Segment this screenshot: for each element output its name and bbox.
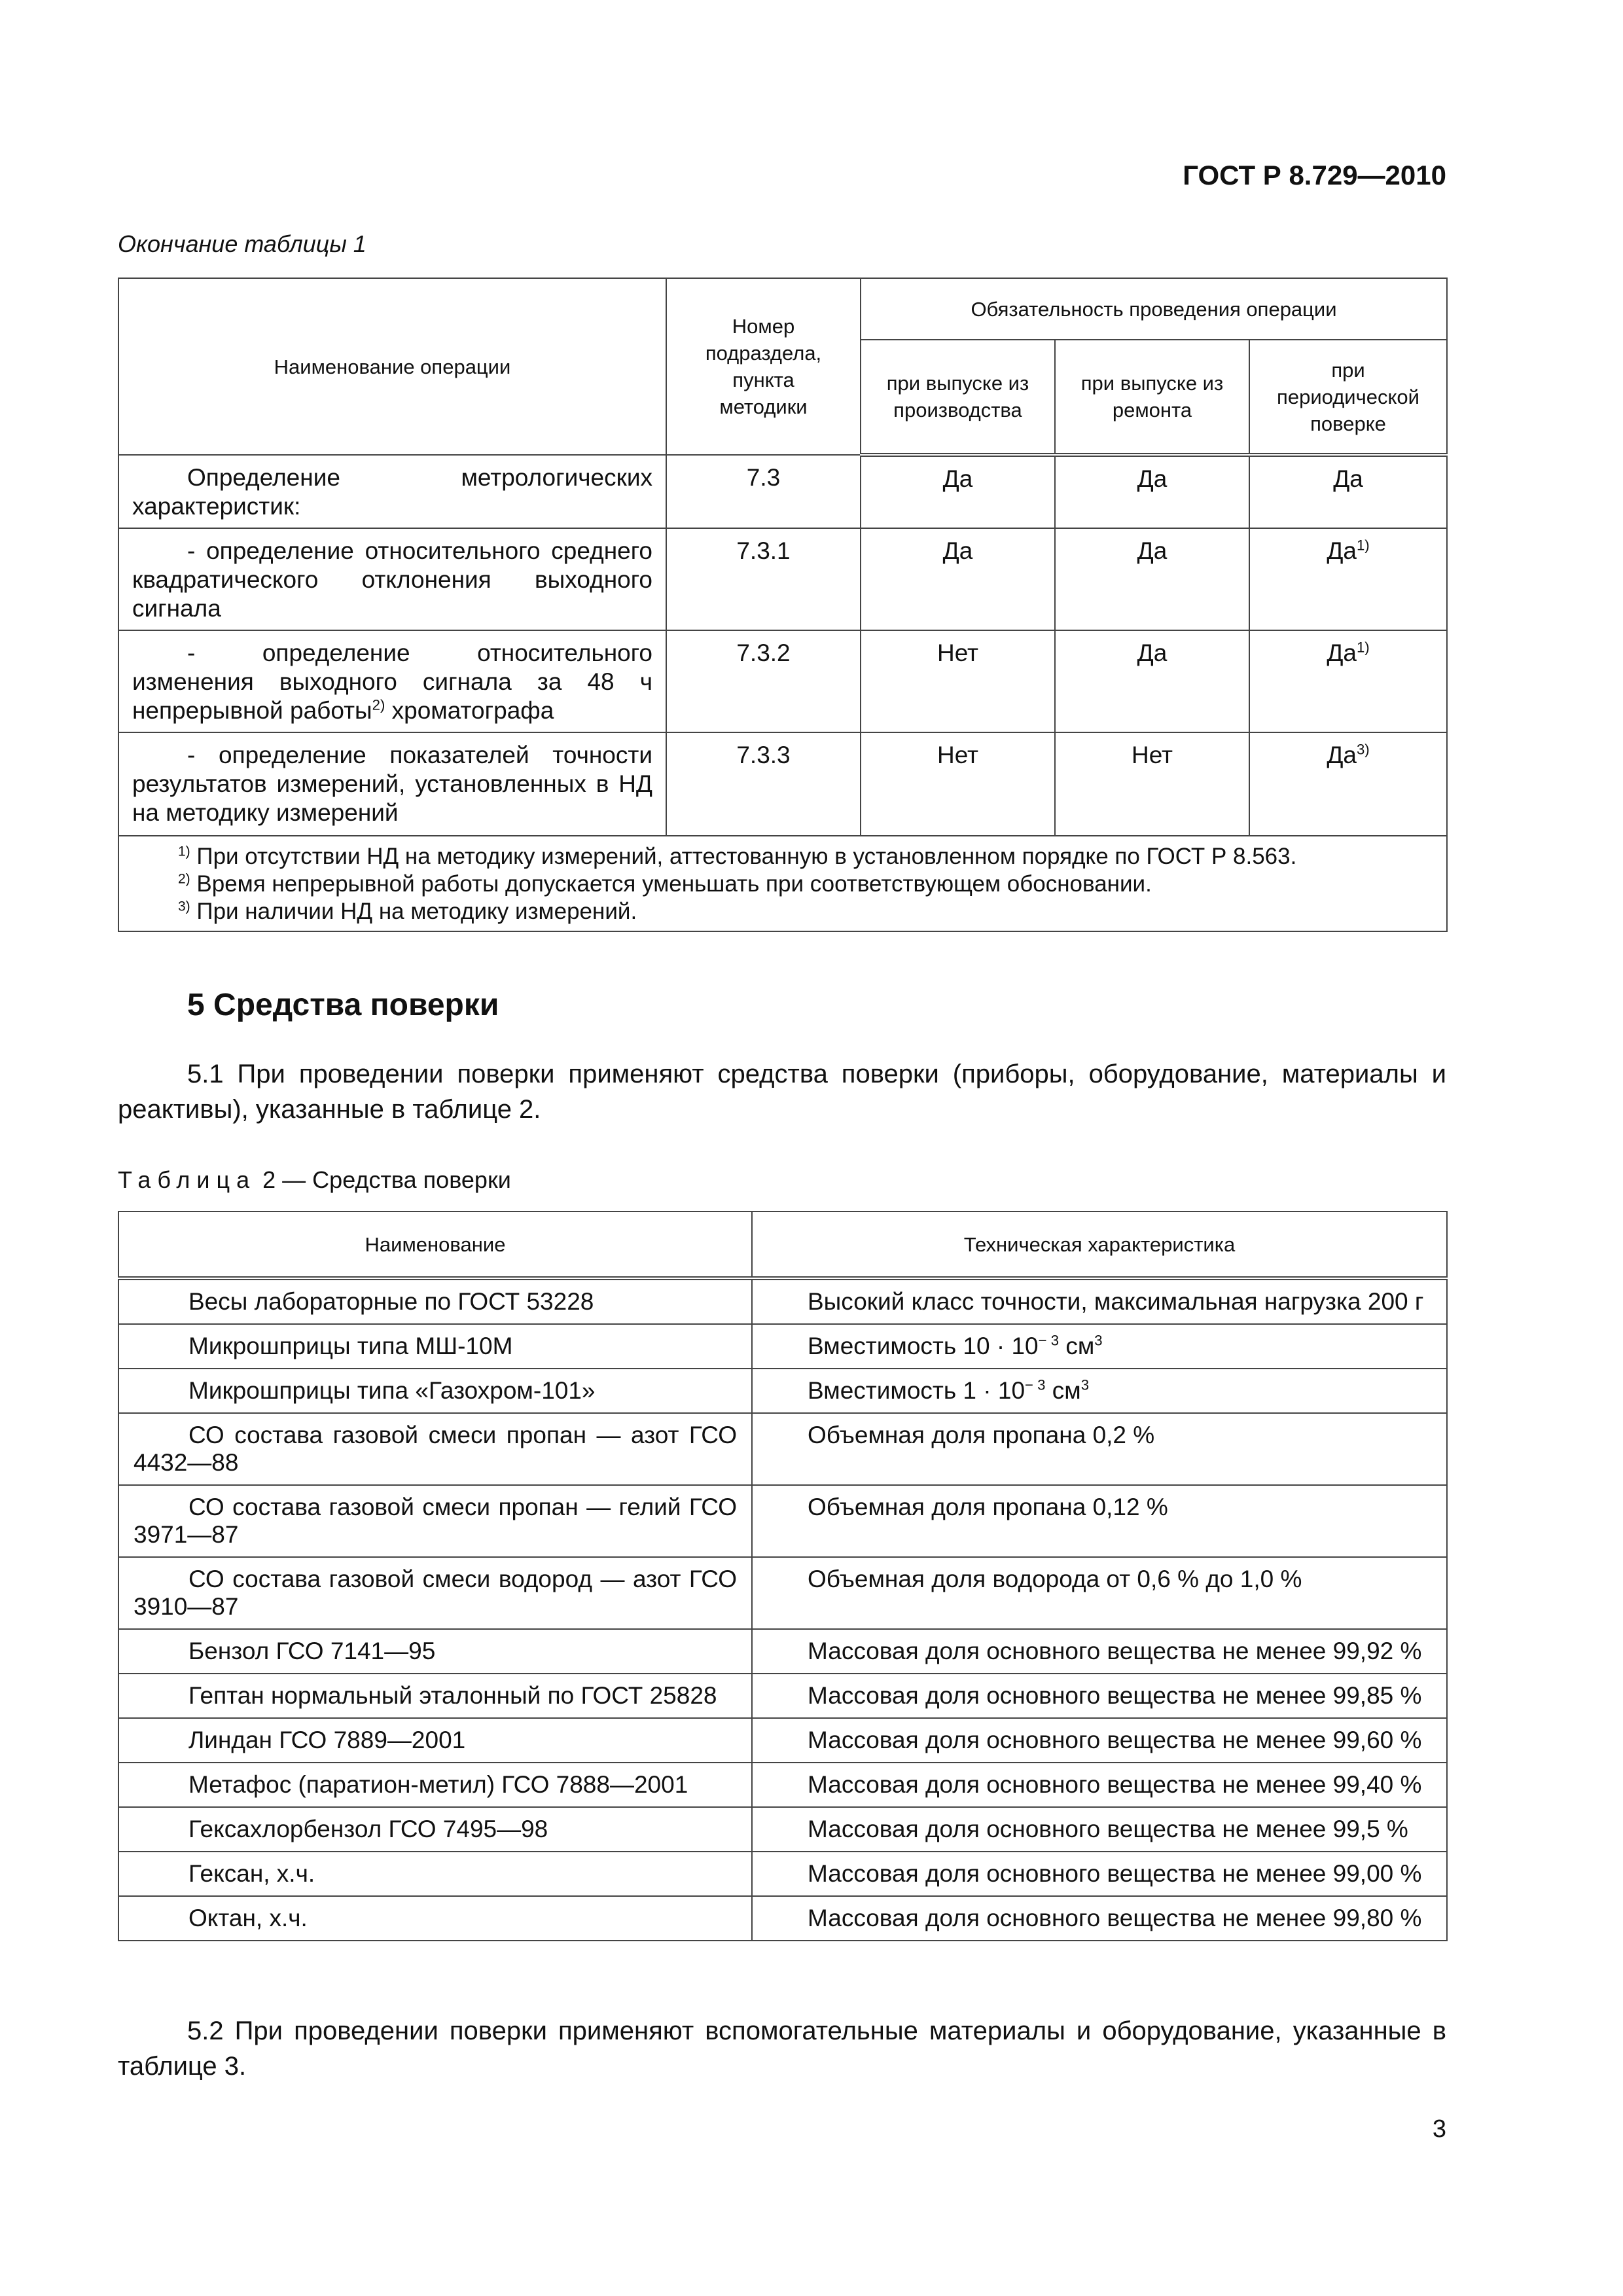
table-row	[118, 528, 1447, 630]
tool-name-cell: Гептан нормальный эталонный по ГОСТ 25828	[118, 1674, 752, 1718]
tool-name-cell: СО состава газовой смеси водород — азот ГСО 3910—87	[118, 1557, 752, 1629]
tool-name-cell: Линдан ГСО 7889—2001	[118, 1718, 752, 1763]
repair-cell: Нет	[1055, 732, 1249, 836]
header-obligation: Обязательность проведения операции	[861, 278, 1447, 340]
tool-name-cell: Микрошприцы типа «Газохром-101»	[118, 1369, 752, 1413]
periodic-cell: $Да^{3)}$	[1249, 732, 1447, 836]
table-row	[118, 1718, 1447, 1763]
characteristic-cell: Массовая доля основного вещества не менее 99,85 %	[752, 1674, 1447, 1718]
repair-cell: Да	[1055, 455, 1249, 528]
table-row	[118, 1413, 1447, 1485]
footnote: $^{1)}$ При отсутствии НД на методику измерений, аттестованную в установленном порядке по ГОСТ Р 8.563.	[178, 844, 1297, 869]
table-row	[118, 732, 1447, 836]
tool-name-cell: Микрошприцы типа МШ-10М	[118, 1324, 752, 1369]
document-code: ГОСТ Р 8.729—2010	[1183, 160, 1446, 190]
table-row	[118, 1324, 1447, 1369]
table-2-verification-tools	[118, 1211, 1448, 1941]
tool-name-cell: СО состава газовой смеси пропан — гелий ГСО 3971—87	[118, 1485, 752, 1557]
header-periodic-verification: при периодической поверке	[1249, 340, 1447, 455]
item-number-cell: 7.3.2	[666, 630, 861, 732]
characteristic-cell: Массовая доля основного вещества не менее 99,5 %	[752, 1807, 1447, 1852]
footnote: $^{2)}$ Время непрерывной работы допускается уменьшать при соответствующем обосновании.	[178, 871, 1152, 897]
item-number-cell: 7.3.3	[666, 732, 861, 836]
footnote: $^{3)}$ При наличии НД на методику измерений.	[178, 899, 637, 924]
characteristic-cell: Массовая доля основного вещества не менее 99,00 %	[752, 1852, 1447, 1896]
table-row	[118, 1896, 1447, 1941]
item-number-cell: 7.3	[666, 455, 861, 528]
table-row	[118, 1557, 1447, 1629]
header-method-item-number: Номер подраздела, пункта методики	[666, 278, 861, 455]
characteristic-cell: Вместимость $1 \cdot 10^{- 3}$ $см^3$	[752, 1369, 1447, 1413]
table-row	[118, 1278, 1447, 1324]
production-cell: Нет	[861, 732, 1055, 836]
table-row	[118, 1852, 1447, 1896]
table-row	[118, 630, 1447, 732]
tool-name-cell: Гексахлорбензол ГСО 7495—98	[118, 1807, 752, 1852]
characteristic-cell: Массовая доля основного вещества не менее 99,92 %	[752, 1629, 1447, 1674]
table-footnotes	[118, 836, 1447, 931]
tool-name-cell: СО состава газовой смеси пропан — азот ГСО 4432—88	[118, 1413, 752, 1485]
characteristic-cell: Массовая доля основного вещества не менее 99,80 %	[752, 1896, 1447, 1941]
characteristic-cell: Объемная доля пропана 0,12 %	[752, 1485, 1447, 1557]
characteristic-cell: Высокий класс точности, максимальная нагрузка 200 г	[752, 1278, 1447, 1324]
characteristic-cell: Объемная доля пропана 0,2 %	[752, 1413, 1447, 1485]
header-name: Наименование	[118, 1211, 752, 1278]
table-2-caption: Таблица 2 — Средства поверки	[118, 1166, 511, 1193]
header-release-production: при выпуске из производства	[861, 340, 1055, 455]
operation-name-cell: - определение показателей точности результатов измерений, установленных в НД на методику измерений	[118, 732, 666, 836]
paragraph-5-1: 5.1 При проведении поверки применяют средства поверки (приборы, оборудование, материалы и реактивы), указанные в таблице 2.	[118, 1060, 1446, 1124]
header-operation-name: Наименование операции	[118, 278, 666, 455]
tool-name-cell: Метафос (паратион-метил) ГСО 7888—2001	[118, 1763, 752, 1807]
periodic-cell: $Да^{1)}$	[1249, 528, 1447, 630]
item-number-cell: 7.3.1	[666, 528, 861, 630]
table-continuation-caption: Окончание таблицы 1	[118, 230, 366, 257]
repair-cell: Да	[1055, 630, 1249, 732]
table-row	[118, 1485, 1447, 1557]
operation-name-cell: Определение метрологических характеристик:	[118, 455, 666, 528]
operation-name-cell: - определение относительного среднего квадратического отклонения выходного сигнала	[118, 528, 666, 630]
repair-cell: Да	[1055, 528, 1249, 630]
tool-name-cell: Октан, х.ч.	[118, 1896, 752, 1941]
table-row	[118, 1807, 1447, 1852]
periodic-cell: $Да^{1)}$	[1249, 630, 1447, 732]
table-row	[118, 1674, 1447, 1718]
paragraph-5-2: 5.2 При проведении поверки применяют вспомогательные материалы и оборудование, указанные в таблице 3.	[118, 2017, 1446, 2081]
page-number: 3	[1432, 2115, 1446, 2143]
header-technical-characteristic: Техническая характеристика	[752, 1211, 1447, 1278]
characteristic-cell: Массовая доля основного вещества не менее 99,60 %	[752, 1718, 1447, 1763]
table-row	[118, 1369, 1447, 1413]
table-row	[118, 1763, 1447, 1807]
table-row	[118, 455, 1447, 528]
section-title: 5 Средства поверки	[187, 988, 499, 1022]
characteristic-cell: Вместимость $10 \cdot 10^{- 3}$ $см^3$	[752, 1324, 1447, 1369]
operation-name-cell: - определение относительного изменения выходного сигнала за 48 ч непрерывной работы$^{2)}$ хроматографа	[118, 630, 666, 732]
characteristic-cell: Объемная доля водорода от 0,6 % до 1,0 %	[752, 1557, 1447, 1629]
table-row	[118, 1629, 1447, 1674]
table-notes-row	[118, 836, 1447, 931]
table-1-verification-operations	[118, 278, 1448, 932]
header-release-repair: при выпуске из ремонта	[1055, 340, 1249, 455]
characteristic-cell: Массовая доля основного вещества не менее 99,40 %	[752, 1763, 1447, 1807]
periodic-cell: Да	[1249, 455, 1447, 528]
production-cell: Нет	[861, 630, 1055, 732]
tool-name-cell: Бензол ГСО 7141—95	[118, 1629, 752, 1674]
production-cell: Да	[861, 528, 1055, 630]
tool-name-cell: Гексан, х.ч.	[118, 1852, 752, 1896]
tool-name-cell: Весы лабораторные по ГОСТ 53228	[118, 1278, 752, 1324]
production-cell: Да	[861, 455, 1055, 528]
